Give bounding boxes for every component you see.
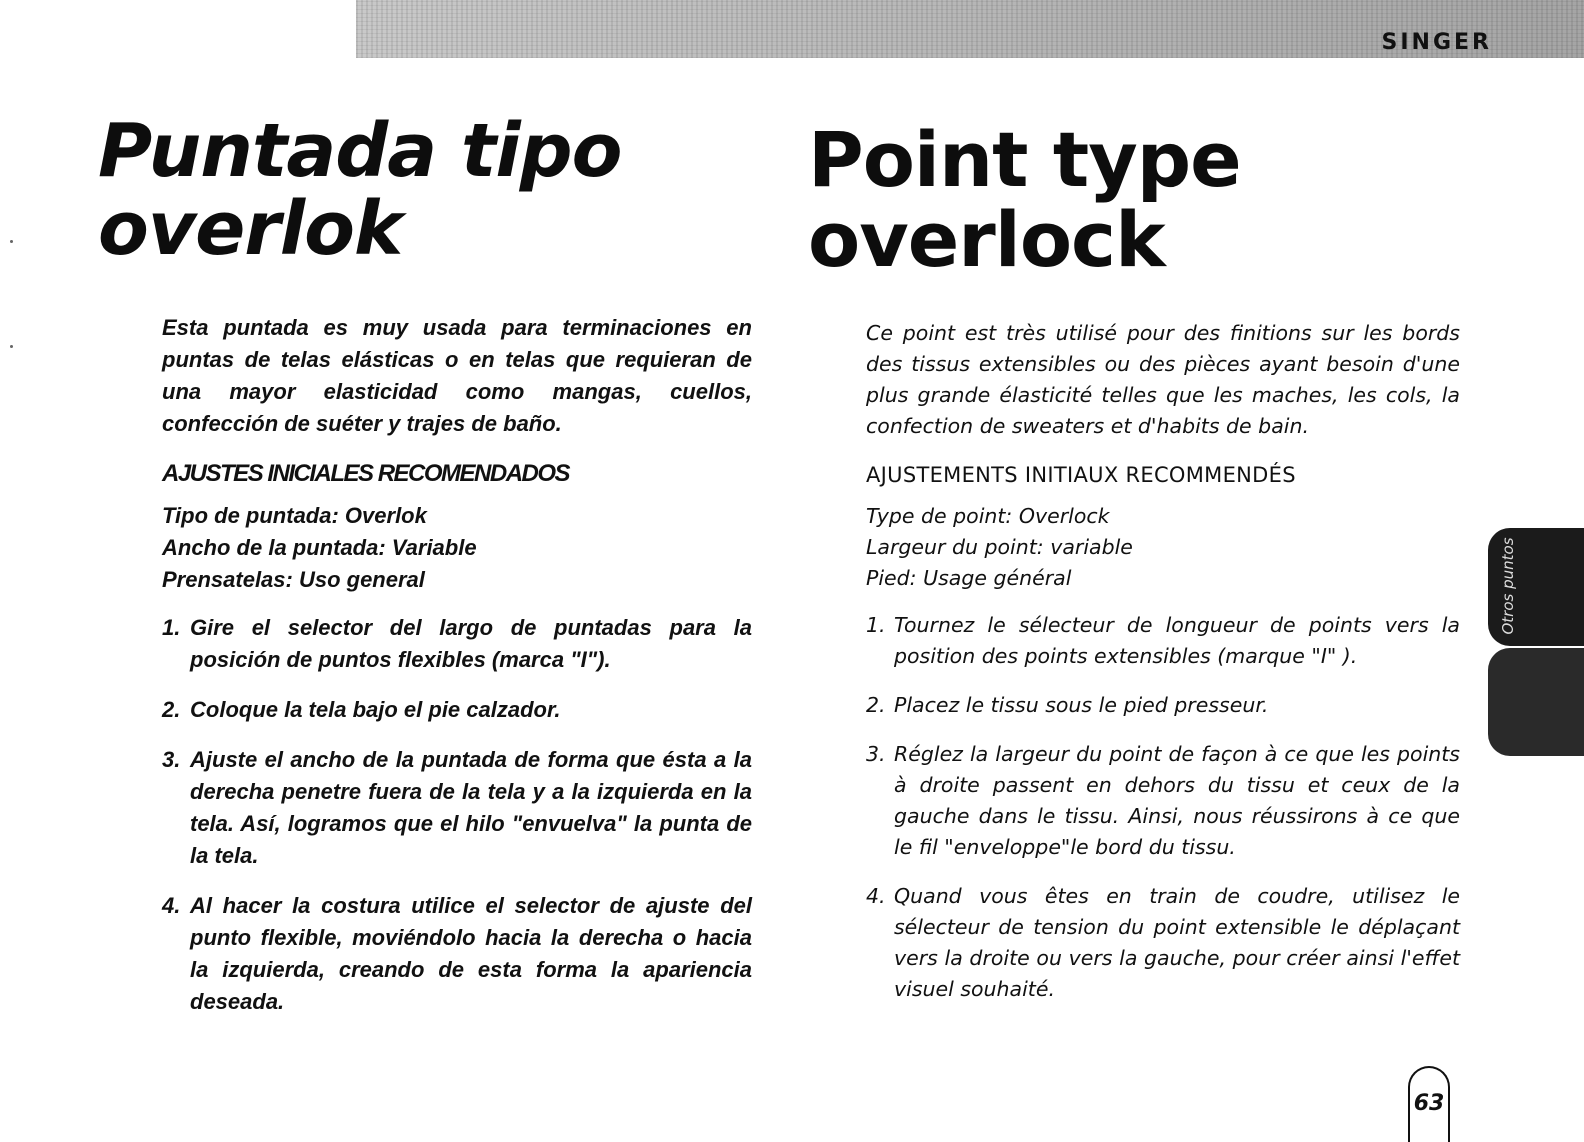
step-text: Gire el selector del largo de puntadas para la posición de puntos flexibles (marca "I"). (190, 615, 752, 672)
brand-logo: SINGER (1381, 30, 1492, 55)
french-setting-stitch: Type de point: Overlock (866, 504, 1110, 528)
step-number: 3. (866, 742, 886, 766)
french-title (808, 115, 1468, 284)
spanish-intro: Esta puntada es muy usada para terminaciones en puntas de telas elásticas o en telas que requieran de una mayor elasticidad como mangas, cuellos, confección de suéter y trajes de baño. (162, 315, 752, 436)
spanish-column (98, 108, 758, 1036)
page-number: 63 (1408, 1066, 1450, 1142)
french-setting-foot: Pied: Usage général (866, 566, 1072, 590)
spanish-steps (162, 612, 752, 1018)
spanish-setting-width: Ancho de la puntada: Variable (162, 535, 477, 560)
spanish-step (162, 890, 752, 1018)
french-settings (866, 501, 1460, 594)
step-text: Coloque la tela bajo el pie calzador. (190, 697, 561, 722)
section-tab-next[interactable] (1488, 648, 1584, 756)
spanish-body (162, 312, 752, 1018)
spanish-setting-stitch: Tipo de puntada: Overlok (162, 503, 427, 528)
french-step (866, 739, 1460, 863)
spanish-step (162, 744, 752, 872)
french-body (866, 318, 1460, 1005)
step-text: Quand vous êtes en train de coudre, utilisez le sélecteur de tension du point extensible le déplaçant vers la droite ou vers la gauche, pour créer ainsi l'effet visuel souhaité. (894, 884, 1460, 1001)
section-tab-label: Otros puntos (1499, 537, 1517, 635)
step-number: 4. (866, 884, 886, 908)
section-tab-otros-puntos[interactable] (1488, 528, 1584, 646)
french-steps (866, 610, 1460, 1005)
spanish-step (162, 612, 752, 676)
step-number: 3. (162, 747, 181, 772)
scan-speck (10, 240, 13, 243)
step-number: 1. (162, 615, 181, 640)
french-title-line1: Point type (808, 115, 1241, 204)
french-setting-width: Largeur du point: variable (866, 535, 1133, 559)
header-band (356, 0, 1584, 58)
french-step (866, 690, 1460, 721)
step-text: Tournez le sélecteur de longueur de points vers la position des points extensibles (marque "I" ). (894, 613, 1460, 668)
french-title-line2: overlock (808, 195, 1165, 284)
spanish-title (98, 108, 758, 272)
spanish-settings (162, 500, 752, 596)
step-number: 4. (162, 893, 181, 918)
french-heading: AJUSTEMENTS INITIAUX RECOMMENDÉS (866, 463, 1296, 487)
french-column (808, 115, 1468, 1023)
scan-speck (10, 345, 13, 348)
french-step (866, 610, 1460, 672)
spanish-title-line2: overlok (98, 186, 403, 272)
step-text: Al hacer la costura utilice el selector de ajuste del punto flexible, moviéndolo hacia la derecha o hacia la izquierda, creando de esta forma la apariencia deseada. (190, 893, 752, 1014)
step-text: Placez le tissu sous le pied presseur. (894, 693, 1269, 717)
step-number: 1. (866, 613, 886, 637)
step-number: 2. (866, 693, 886, 717)
spanish-title-line1: Puntada tipo (98, 108, 622, 194)
spanish-step (162, 694, 752, 726)
step-number: 2. (162, 697, 181, 722)
spanish-setting-foot: Prensatelas: Uso general (162, 567, 425, 592)
french-step (866, 881, 1460, 1005)
step-text: Réglez la largeur du point de façon à ce que les points à droite passent en dehors du tissu et ceux de la gauche dans le tissu. Ainsi, nous réussirons à ce que le fil "enveloppe"le bord du tissu. (894, 742, 1460, 859)
step-text: Ajuste el ancho de la puntada de forma que ésta a la derecha penetre fuera de la tela y a la izquierda en la tela. Así, logramos que el hilo "envuelva" la punta de la tela. (190, 747, 752, 868)
french-intro: Ce point est très utilisé pour des finitions sur les bords des tissus extensibles ou des pièces ayant besoin d'une plus grande élasticité telles que les maches, les cols, la confection de sweaters et d'habits de bain. (866, 321, 1460, 438)
spanish-heading: AJUSTES INICIALES RECOMENDADOS (162, 460, 570, 487)
